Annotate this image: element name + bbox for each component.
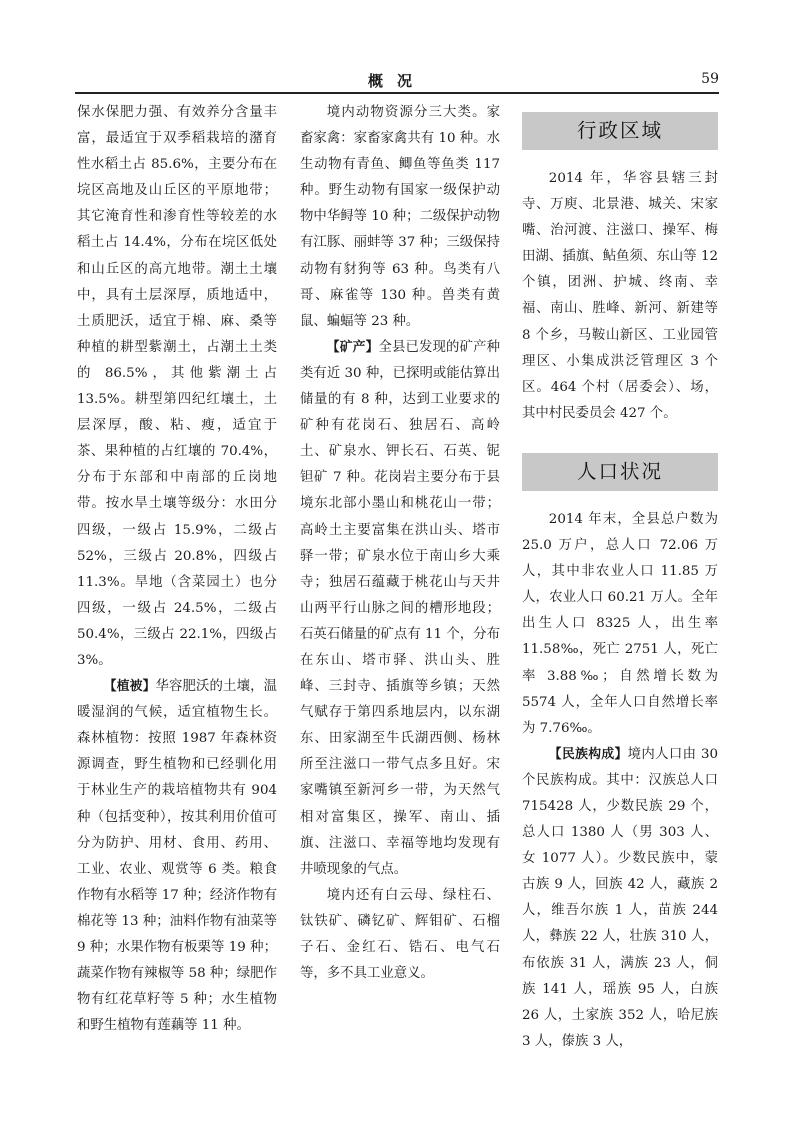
- column-left: [77, 100, 277, 1039]
- minerals-paragraph: [300, 335, 500, 883]
- vegetation-paragraph: [77, 674, 277, 1039]
- header-rule: [75, 92, 719, 94]
- vegetation-tag: 【植被】: [103, 679, 156, 695]
- column-middle: [300, 100, 500, 987]
- minerals-text: 全县已发现的矿产种类有近 30 种，已探明或能估算出储量的有 8 种，达到工业要求的矿种有花岗石、独居石、高岭土、矿泉水、钾长石、石英、铌钽矿 7 种。花岗岩主要分布于县境东北部小墨山和桃花山一带；高岭土主要富集在洪山头、塔市驿一带；矿泉水位于南山乡大乘寺；独居石蕴藏于桃花山与天井山两平行山脉之间的槽形地段；石英石储量的矿点有 11 个，分布在东山、塔市驿、洪山头、胜峰、三封寺、插旗等乡镇；天然气赋存于第四系地层内，以东湖东、田家湖至牛氏湖西侧、杨林所至注滋口一带气点多且好。宋家嘴镇至新河乡一带，为天然气相对富集区，操军、南山、插旗、注滋口、幸福等地均发现有井喷现象的气点。: [300, 339, 500, 877]
- administrative-paragraph: 2014 年，华容县辖三封寺、万庾、北景港、城关、宋家嘴、治河渡、注滋口、操军、梅田湖、插旗、鲇鱼须、东山等 12 个镇，团洲、护城、终南、幸福、南山、胜峰、新河、新建等 8 个乡，马鞍山新区、工业园管理区、小集成洪泛管理区 3 个区。464 个村（居委会）、场，其中村民委员会 427 个。: [522, 171, 718, 421]
- soil-paragraph: 保水保肥力强、有效养分含量丰富，最适宜于双季稻栽培的潴育性水稻土占 85.6%，主要分布在垸区高地及山丘区的平原地带；其它淹育性和渗育性等较差的水稻土占 14.4%，分布在垸区低处和山丘区的高亢地带。潮土土壤中，具有土层深厚，质地适中，土质肥沃，适宜于棉、麻、桑等种植的耕型紫潮土，占潮土土类的 86.5%，其他紫潮土占 13.5%。耕型第四纪红壤土，土层深厚，酸、粘、瘦，适宜于茶、果种植的占红壤的 70.4%，分布于东部和中南部的丘岗地带。按水旱土壤等级分：水田分四级，一级占 15.9%，二级占 52%，三级占 20.8%，四级占 11.3%。旱地（含菜园土）也分四级，一级占 24.5%，二级占 50.4%，三级占 22.1%，四级占 3%。: [77, 105, 277, 668]
- ethnic-tag: 【民族构成】: [548, 746, 628, 762]
- population-paragraph: 2014 年末，全县总户数为 25.0 万户，总人口 72.06 万人，其中非农业人口 11.85 万人，农业人口 60.21 万人。全年出生人口 8325 人，出生率 11.58‰，死亡 2751 人，死亡率 3.88‰；自然增长数为 5574 人，全年人口自然增长率为 7.76‰。: [522, 511, 718, 736]
- fauna-paragraph: 境内动物资源分三大类。家畜家禽：家畜家禽共有 10 种。水生动物有青鱼、鲫鱼等鱼类 117 种。野生动物有国家一级保护动物中华鲟等 10 种；二级保护动物有江豚、丽蚌等 37 种；三级保持动物有豺狗等 63 种。鸟类有八哥、麻雀等 130 种。兽类有黄鼠、蝙蝠等 23 种。: [300, 105, 500, 329]
- page-header: [75, 68, 719, 90]
- section-heading-population: 人口状况: [522, 453, 718, 491]
- minerals-tag: 【矿产】: [326, 339, 379, 355]
- ethnic-text: 境内人口由 30 个民族构成。其中：汉族总人口 715428 人，少数民族 29 个，总人口 1380 人（男 303 人、女 1077 人）。少数民族中，蒙古族 9 人，回族 42 人，藏族 2 人，维吾尔族 1 人，苗族 244 人，彝族 22 人，壮族 310 人，布依族 31 人，满族 23 人，侗族 141 人，瑶族 95 人，白族 26 人，土家族 352 人，哈尼族 3 人，傣族 3 人，: [522, 746, 719, 1049]
- running-title: 概况: [367, 72, 427, 90]
- vegetation-text: 华容肥沃的土壤，温暖湿润的气候，适宜植物生长。森林植物：按照 1987 年森林资源调查，野生植物和已经驯化用于林业生产的栽培植物共有 904 种（包括变种），按其利用价值可分为防护、用材、食用、药用、工业、农业、观赏等 6 类。粮食作物有水稻等 17 种；经济作物有棉花等 13 种；油料作物有油菜等 9 种；水果作物有板栗等 19 种；蔬菜作物有辣椒等 58 种；绿肥作物有红花草籽等 5 种；水生植物和野生植物有莲藕等 11 种。: [77, 679, 277, 1034]
- page-number: 59: [701, 71, 719, 87]
- column-right: [522, 100, 718, 1055]
- ethnic-paragraph: [522, 742, 718, 1055]
- other-minerals-paragraph: 境内还有白云母、绿柱石、钛铁矿、磷钇矿、辉钼矿、石榴子石、金红石、锆石、电气石等，多不具工业意义。: [300, 887, 500, 982]
- section-heading-administrative: 行政区域: [522, 112, 718, 150]
